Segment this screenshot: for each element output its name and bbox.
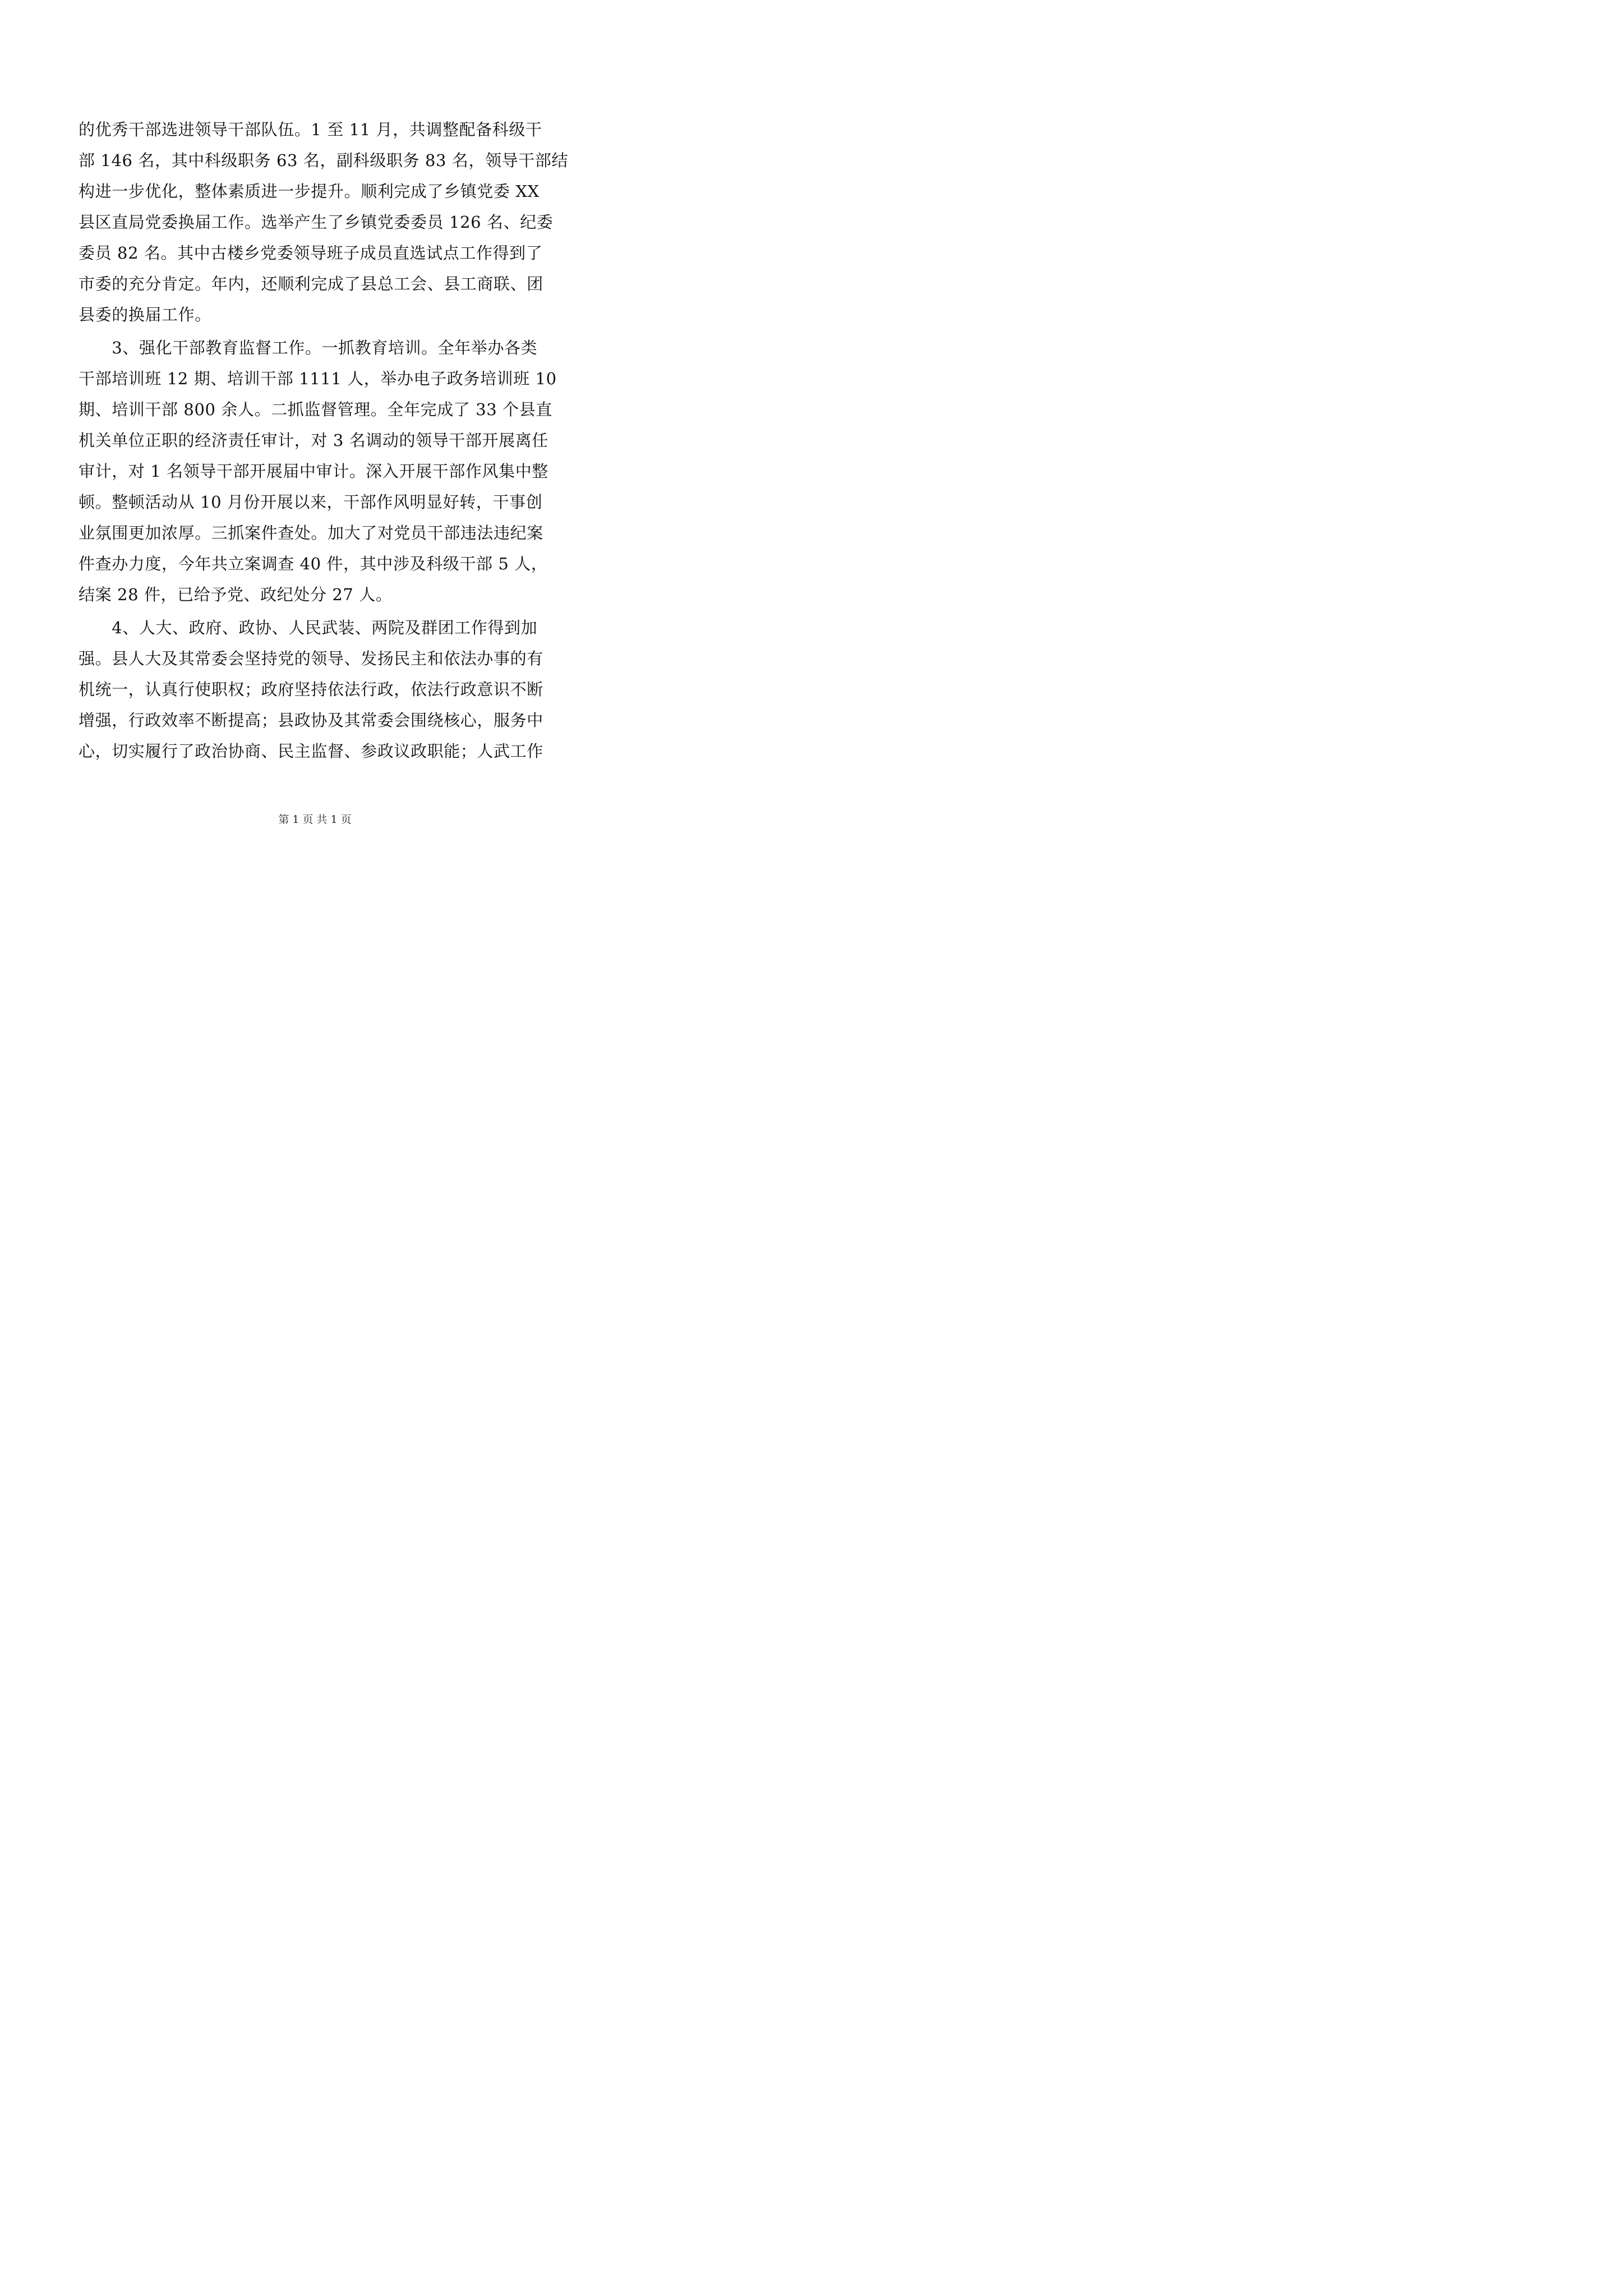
body-text-line: 强。县人大及其常委会坚持党的领导、发扬民主和依法办事的有 <box>79 649 543 668</box>
body-text-line: 县委的换届工作。 <box>79 305 211 324</box>
body-text-line: 干部培训班 12 期、培训干部 1111 人，举办电子政务培训班 10 <box>79 369 557 388</box>
page-number-footer: 第 1 页 共 1 页 <box>278 813 352 826</box>
body-text-line: 机统一，认真行使职权；政府坚持依法行政，依法行政意识不断 <box>79 680 543 699</box>
body-text-line: 件查办力度，今年共立案调查 40 件，其中涉及科级干部 5 人， <box>79 554 548 573</box>
body-text-line: 委员 82 名。其中古楼乡党委领导班子成员直选试点工作得到了 <box>79 243 543 263</box>
body-text-line: 审计，对 1 名领导干部开展届中审计。深入开展干部作风集中整 <box>79 462 548 481</box>
body-text-line: 县区直局党委换届工作。选举产生了乡镇党委委员 126 名、纪委 <box>79 213 554 232</box>
body-text-line: 市委的充分肯定。年内，还顺利完成了县总工会、县工商联、团 <box>79 274 543 293</box>
document-page <box>0 0 630 891</box>
paragraph-4-first-line: 4、人大、政府、政协、人民武装、两院及群团工作得到加 <box>79 618 538 637</box>
body-text-line: 增强，行政效率不断提高；县政协及其常委会围绕核心，服务中 <box>79 711 543 730</box>
body-text-line: 的优秀干部选进领导干部队伍。1 至 11 月，共调整配备科级干 <box>79 120 542 139</box>
body-text-line: 机关单位正职的经济责任审计，对 3 名调动的领导干部开展离任 <box>79 431 548 450</box>
body-text-line: 部 146 名，其中科级职务 63 名，副科级职务 83 名，领导干部结 <box>79 151 569 170</box>
body-text-line: 心，切实履行了政治协商、民主监督、参政议政职能；人武工作 <box>79 742 543 761</box>
paragraph-3-first-line: 3、强化干部教育监督工作。一抓教育培训。全年举办各类 <box>79 338 538 357</box>
body-text-line: 业氛围更加浓厚。三抓案件查处。加大了对党员干部违法违纪案 <box>79 523 543 542</box>
body-text-line: 顿。整顿活动从 10 月份开展以来，干部作风明显好转，干事创 <box>79 493 543 512</box>
body-text-line: 构进一步优化，整体素质进一步提升。顺利完成了乡镇党委 XX <box>79 182 540 201</box>
body-text-line: 结案 28 件，已给予党、政纪处分 27 人。 <box>79 585 393 604</box>
body-text-line: 期、培训干部 800 余人。二抓监督管理。全年完成了 33 个县直 <box>79 400 552 419</box>
